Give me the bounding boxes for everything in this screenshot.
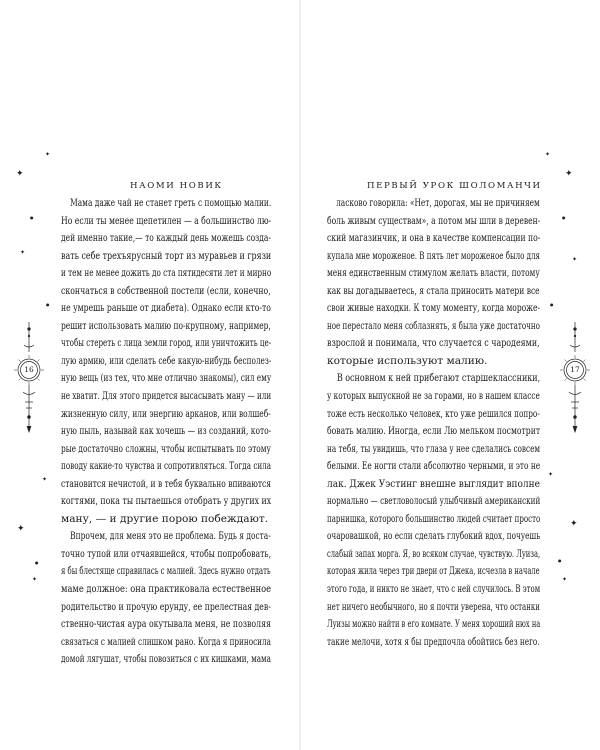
text-line: ский магазинчик, и она в качестве компенсации по- bbox=[327, 232, 541, 245]
text-line: парнишка, которого большинство людей считает просто bbox=[327, 512, 541, 525]
sun-ornament-icon bbox=[14, 322, 44, 442]
text-line: Впрочем, для меня это не проблема. Будь я доста- bbox=[70, 530, 271, 543]
page-number: 17 bbox=[570, 365, 580, 374]
text-line: и тем не менее дожить до ста пятидесяти лет и мирно bbox=[61, 267, 272, 280]
star-icon: ● bbox=[46, 302, 50, 307]
text-line: не умрешь раньше от диабета). Однако если кто-то bbox=[61, 302, 271, 315]
text-line: ную вещь (из тех, что мне отлично знакомы), сил ему bbox=[61, 372, 272, 385]
text-line: бовать малию. Иногда, если Лю мельком посмотрит bbox=[327, 425, 541, 438]
star-icon: ● bbox=[30, 215, 34, 220]
text-line: слабый запах морга. Я, во всяком случае, чувствую. Луиза, bbox=[327, 547, 541, 560]
body-text bbox=[327, 195, 540, 651]
text-line: дей именно такие,— то каждый день можешь созда- bbox=[61, 232, 271, 245]
text-line: на тебя, ты увидишь, что глаза у нее сделались совсем bbox=[327, 442, 541, 455]
text-line: Но если ты менее щепетилен — а большинство лю- bbox=[61, 214, 272, 227]
text-line: купала мне мороженое. В пять лет мороженое было для bbox=[327, 249, 541, 262]
text-line: ное перестало меня соблазнять, я была уже достаточно bbox=[327, 319, 540, 332]
text-line: Мама даже чай не станет греть с помощью малии. bbox=[70, 197, 272, 209]
text-line: поводу какие-то чувства и сопротивляться. Тогда сила bbox=[61, 460, 272, 473]
text-line: ласково говорила: «Нет, дорогая, мы не причиняем bbox=[336, 197, 540, 209]
text-line: нормально — светловолосый улыбчивый американский bbox=[327, 495, 541, 508]
text-line: не хватит. Для этого придется высасывать ману — или bbox=[61, 390, 272, 403]
star-icon: ✦ bbox=[545, 151, 551, 158]
paragraph bbox=[61, 528, 271, 668]
text-line: ственно-чистая аура окутывала меня, не позволяя bbox=[61, 618, 271, 631]
page-number: 16 bbox=[24, 365, 34, 374]
text-line: точно тупой или отчаявшейся, чтобы попробовать, bbox=[61, 547, 272, 560]
text-line: боль живым существам», а потом мы шли в деревен- bbox=[327, 214, 541, 227]
text-line: ману, — и другие порою побеждают. bbox=[61, 512, 269, 525]
text-line: жизненную силу, или энергию арканов, или волшеб- bbox=[61, 407, 271, 420]
text-line: меня единственным стимулом желать власти, потому bbox=[327, 267, 540, 280]
text-line: такие мелочи, хотя я бы предпочла обойтись без него. bbox=[327, 635, 540, 648]
star-icon: ✦ bbox=[17, 524, 25, 534]
text-line: у которых выпускной не за горами, но в нашем классе bbox=[327, 390, 540, 403]
star-icon: ✦ bbox=[42, 476, 48, 483]
text-line: которые используют малию. bbox=[327, 354, 488, 367]
star-icon: ✦ bbox=[570, 519, 578, 529]
text-line: вать себе трехъярусный торт из муравьев и грязи bbox=[61, 249, 272, 262]
text-line: когтями, пока ты пытаешься отобрать у других их bbox=[61, 495, 272, 508]
text-line: этого года, и никто не знает, что с ней случилось. В этом bbox=[327, 583, 541, 596]
star-icon: ✦ bbox=[45, 151, 51, 158]
star-icon: ● bbox=[558, 558, 562, 563]
star-icon: ✦ bbox=[548, 471, 554, 478]
running-header: ПЕРВЫЙ УРОК ШОЛОМАНЧИ bbox=[367, 181, 542, 191]
text-line: Луизы можно найти в его комнате. У меня хороший нюх на bbox=[327, 618, 541, 631]
star-icon: ● bbox=[562, 215, 566, 220]
star-icon: ✦ bbox=[20, 249, 26, 256]
text-line: связаться с малией слишком рано. Когда я приносила bbox=[61, 635, 271, 648]
star-icon: ✦ bbox=[562, 576, 568, 583]
star-icon: ● bbox=[550, 302, 554, 307]
paragraph bbox=[61, 195, 271, 528]
text-line: которая жила через три двери от Джека, исчезла в начале bbox=[327, 565, 540, 578]
text-line: лую армию, или сделать себе какую-нибудь бесполез- bbox=[61, 354, 272, 367]
text-line: белыми. Ее ногти стали абсолютно черными, и это не bbox=[327, 460, 541, 473]
text-line: очаровашкой, но если сделать глубокий вдох, почуешь bbox=[327, 530, 541, 543]
text-line: как вы догадываетесь, я стала приносить матери все bbox=[327, 284, 540, 297]
text-line: тоже есть несколько человек, кто уже решился попро- bbox=[327, 407, 540, 420]
text-line: домой лягушат, чтобы повозиться с их кишками, мама bbox=[61, 653, 271, 666]
star-icon: ✦ bbox=[572, 256, 578, 263]
text-line: лак. Джек Уэстинг внешне выглядит вполне bbox=[327, 477, 540, 490]
star-icon: ✦ bbox=[32, 576, 38, 583]
text-line: я бы блестяще справилась с малией. Здесь нужно отдать bbox=[61, 565, 271, 578]
star-icon: ✦ bbox=[565, 169, 573, 179]
text-line: взрослой и понимала, что случается с чародеями, bbox=[327, 337, 540, 350]
text-line: рые достаточно сложны, чтобы испытывать по этому bbox=[61, 442, 271, 455]
text-line: свои живые находки. К тому моменту, когда мороже- bbox=[327, 302, 541, 315]
star-icon: ● bbox=[35, 560, 39, 565]
text-line: скончаться в собственной постели (если, конечно, bbox=[61, 284, 271, 297]
body-text bbox=[61, 195, 271, 669]
text-line: родительство и прочую ерунду, ее прелестная дев- bbox=[61, 600, 271, 613]
star-icon: ✦ bbox=[16, 169, 24, 179]
text-line: нет ничего необычного, но я почти уверена, что останки bbox=[327, 600, 540, 613]
paragraph bbox=[327, 370, 540, 651]
running-header: НАОМИ НОВИК bbox=[130, 181, 223, 191]
text-line: чтобы стереть с лица земли город, или уничтожить це- bbox=[61, 337, 272, 350]
sun-ornament-icon bbox=[560, 322, 590, 442]
text-line: решит использовать малию по-крупному, например, bbox=[61, 319, 271, 332]
paragraph bbox=[327, 195, 540, 370]
text-line: маме должное: она практиковала естественное bbox=[61, 583, 272, 596]
text-line: ную пыль, называй как хочешь — из созданий, кото- bbox=[61, 425, 272, 438]
text-line: В основном к ней прибегают старшеклассники, bbox=[336, 372, 541, 385]
text-line: становится нечистой, и в тебя буквально впиваются bbox=[61, 477, 271, 490]
